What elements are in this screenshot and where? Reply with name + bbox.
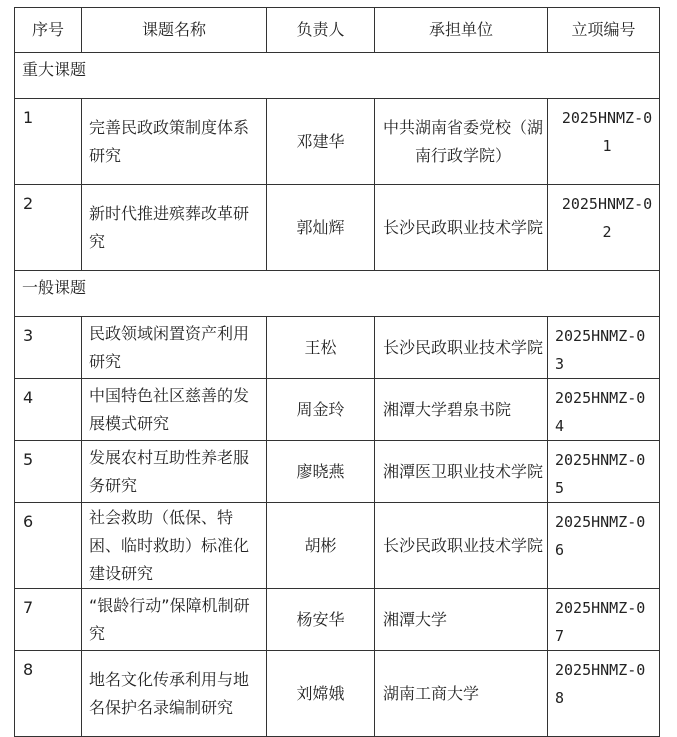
row-unit: 湖南工商大学: [375, 651, 548, 737]
row-code: [548, 99, 660, 185]
header-project-name: 课题名称: [82, 8, 267, 53]
row-code: [548, 651, 660, 737]
table-row: [15, 589, 660, 651]
row-unit: 长沙民政职业技术学院: [375, 503, 548, 589]
header-index: 序号: [15, 8, 82, 53]
table-row: [15, 379, 660, 441]
row-project-name: 中国特色社区慈善的发展模式研究: [82, 379, 267, 441]
document-page: [14, 7, 660, 737]
section-row-general: [15, 271, 660, 317]
project-table: [14, 7, 660, 737]
row-project-name: 民政领域闲置资产利用研究: [82, 317, 267, 379]
section-title: 一般课题: [15, 271, 660, 317]
row-leader: 郭灿辉: [267, 185, 375, 271]
row-code-text: 2025HNMZ-07: [555, 599, 646, 645]
row-code-text: 2025HNMZ-06: [555, 513, 646, 559]
section-row-major: [15, 53, 660, 99]
row-unit: 长沙民政职业技术学院: [375, 317, 548, 379]
header-unit: 承担单位: [375, 8, 548, 53]
row-index: 8: [15, 651, 82, 737]
row-code: [548, 441, 660, 503]
row-unit: 中共湖南省委党校（湖南行政学院）: [375, 99, 548, 185]
table-header-row: [15, 8, 660, 53]
row-unit: 湘潭大学碧泉书院: [375, 379, 548, 441]
row-project-name: 新时代推进殡葬改革研究: [82, 185, 267, 271]
row-leader: 杨安华: [267, 589, 375, 651]
row-code-text: 2025HNMZ-04: [555, 389, 646, 435]
row-index: 1: [15, 99, 82, 185]
row-index: 3: [15, 317, 82, 379]
row-project-name: “银龄行动”保障机制研究: [82, 589, 267, 651]
row-project-name: 发展农村互助性养老服务研究: [82, 441, 267, 503]
row-code-text: 2025HNMZ-08: [555, 661, 646, 707]
row-unit: 湘潭医卫职业技术学院: [375, 441, 548, 503]
table-row: [15, 503, 660, 589]
row-code-text: 2025HNMZ-03: [555, 327, 646, 373]
row-leader: 邓建华: [267, 99, 375, 185]
row-code: [548, 379, 660, 441]
row-code: [548, 185, 660, 271]
row-project-name: 社会救助（低保、特困、临时救助）标准化建设研究: [82, 503, 267, 589]
row-unit: 湘潭大学: [375, 589, 548, 651]
table-row: [15, 99, 660, 185]
section-title: 重大课题: [15, 53, 660, 99]
row-leader: 胡彬: [267, 503, 375, 589]
row-leader: 周金玲: [267, 379, 375, 441]
row-project-name: 地名文化传承利用与地名保护名录编制研究: [82, 651, 267, 737]
table-row: [15, 651, 660, 737]
row-code: [548, 589, 660, 651]
row-code-text: 2025HNMZ-05: [555, 451, 646, 497]
row-unit: 长沙民政职业技术学院: [375, 185, 548, 271]
table-row: [15, 317, 660, 379]
row-index: 5: [15, 441, 82, 503]
header-code: 立项编号: [548, 8, 660, 53]
header-leader: 负责人: [267, 8, 375, 53]
row-project-name: 完善民政政策制度体系研究: [82, 99, 267, 185]
row-index: 2: [15, 185, 82, 271]
row-leader: 廖晓燕: [267, 441, 375, 503]
row-index: 6: [15, 503, 82, 589]
row-index: 4: [15, 379, 82, 441]
row-code: [548, 503, 660, 589]
row-code: [548, 317, 660, 379]
row-leader: 刘嫦娥: [267, 651, 375, 737]
row-index: 7: [15, 589, 82, 651]
row-code-text: 2025HNMZ-01: [561, 109, 653, 155]
table-row: [15, 185, 660, 271]
row-leader: 王松: [267, 317, 375, 379]
table-row: [15, 441, 660, 503]
row-code-text: 2025HNMZ-02: [561, 195, 653, 241]
